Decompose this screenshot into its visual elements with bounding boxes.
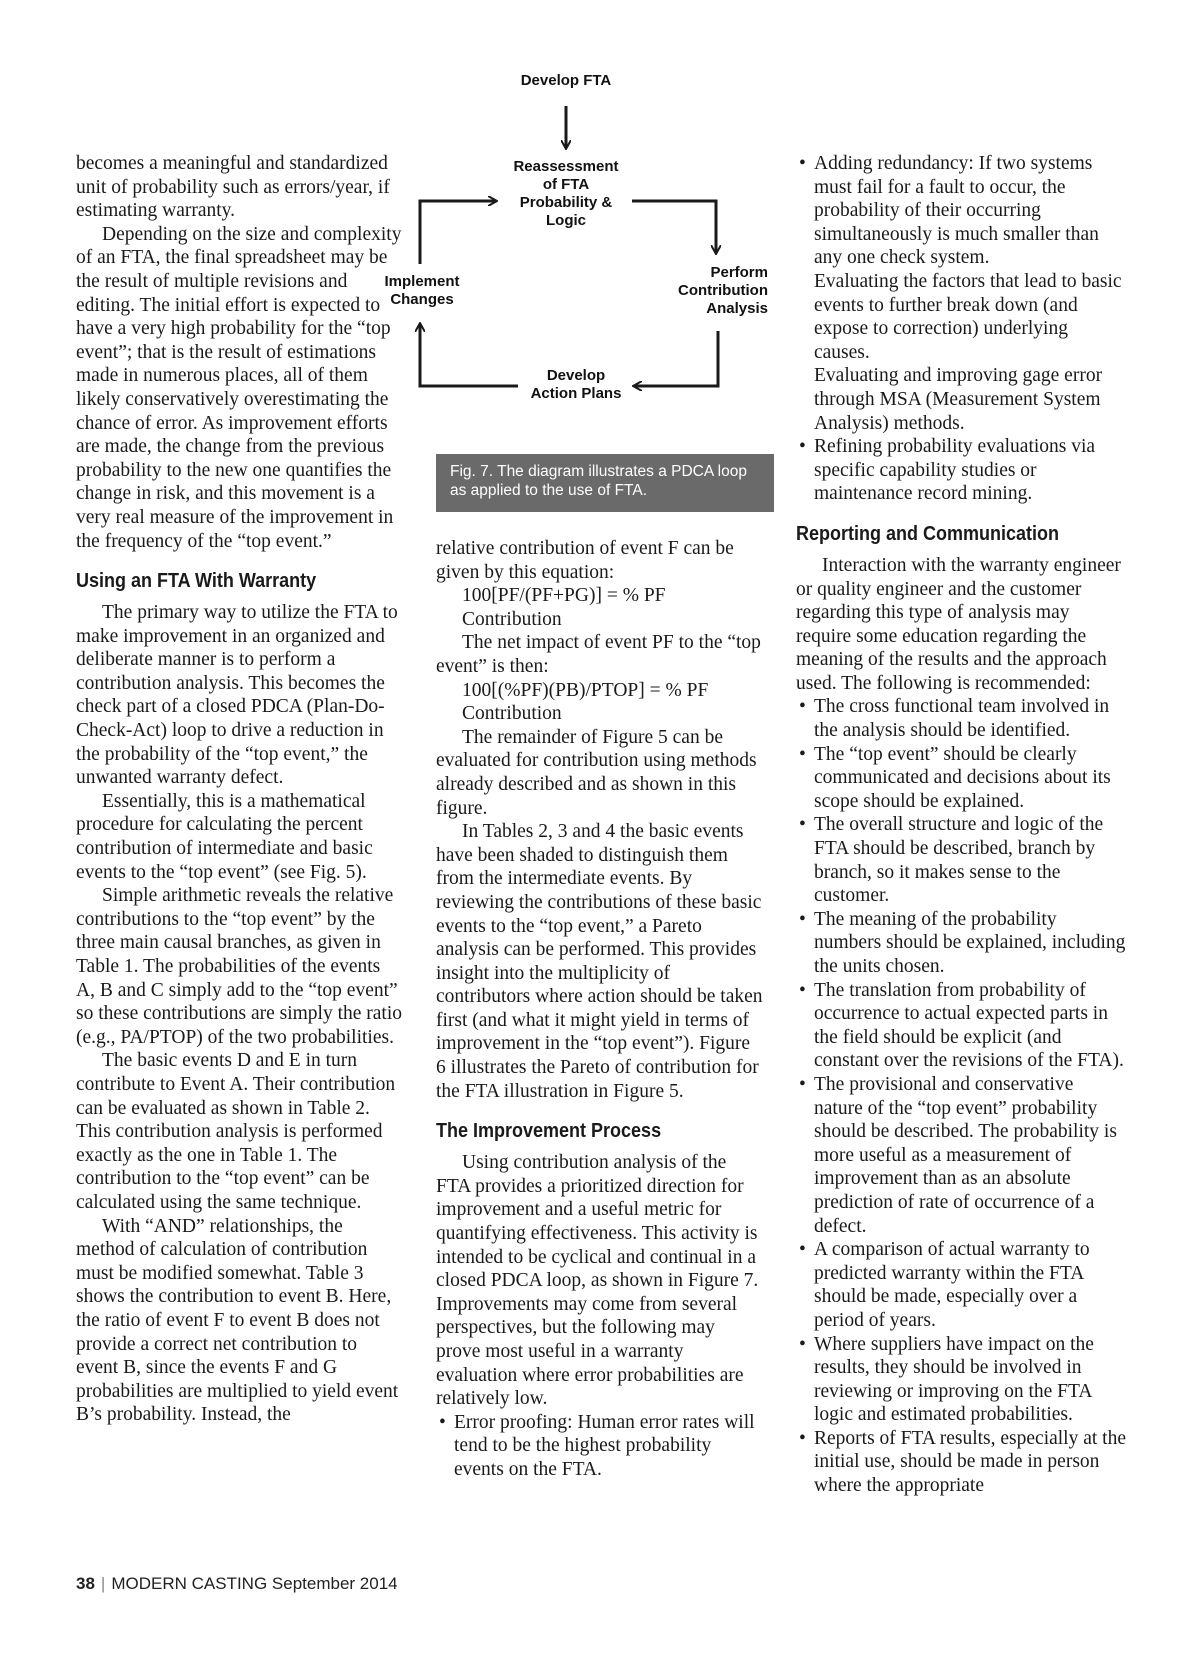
paragraph: relative contribution of event F can be given by this equation: <box>436 538 734 583</box>
bullet-list <box>796 152 1126 506</box>
node-perform-line1: Perform <box>710 264 768 281</box>
paragraph: The basic events D and E in turn contribute to Event A. Their contribution can be evaluated as shown in Table 2. This contribution analysis is performed exactly as the one in Table 1. The contribution to the “top event” can be calculated using the same technique. <box>76 1050 396 1213</box>
paragraph: The primary way to utilize the FTA to make improvement in an organized and deliberate manner is to perform a contribution analysis. This becomes the check part of a closed PDCA (Plan-Do-Check-Act) loop to drive a reduction in the probability of the “top event,” the unwanted warranty defect. <box>76 602 398 789</box>
node-reassessment-line2: of FTA <box>542 176 590 193</box>
paragraph: becomes a meaningful and standardized unit of probability such as errors/year, if estimating warranty. <box>76 153 390 222</box>
arrow-reassess-to-perform <box>632 201 716 253</box>
figure-caption <box>436 454 774 512</box>
bullet-list <box>796 695 1126 1497</box>
section-heading-reporting: Reporting and Communication <box>796 522 1059 545</box>
paragraph: The net impact of event PF to the “top event” is then: <box>436 632 761 677</box>
list-item: • The provisional and conservative nature of the “top event” probability should be described. The probability is more useful as a measurement of improvement than as an absolute prediction of rate of occurrence of a defect. <box>796 1073 1126 1238</box>
node-action-plans <box>516 367 636 403</box>
paragraph: The remainder of Figure 5 can be evaluated for contribution using methods already described and as shown in this figure. <box>436 726 757 819</box>
arrow-implement-to-reassess <box>420 201 496 264</box>
issue-date: September 2014 <box>271 1574 398 1593</box>
list-item: • Refining probability evaluations via specific capability studies or maintenance record mining. <box>796 435 1126 506</box>
arrow-action-to-implement <box>420 324 518 386</box>
list-item: • Where suppliers have impact on the results, they should be involved in reviewing or improving on the FTA logic and estimated probabilities. <box>796 1333 1126 1427</box>
paragraph: Interaction with the warranty engineer or quality engineer and the customer regarding this type of analysis may require some education regarding the meaning of the results and the approach used. The following is recommended: <box>796 554 1121 694</box>
page-number: 38 <box>76 1574 95 1593</box>
list-item: • The meaning of the probability numbers should be explained, including the units chosen. <box>796 908 1126 979</box>
node-perform-line2: Contribution <box>678 282 768 299</box>
bullet-list <box>436 1411 764 1482</box>
node-develop-fta <box>508 72 624 90</box>
equation-1: 100[PF/(PF+PG)] = % PF Contribution <box>462 585 666 630</box>
node-reassessment-line3: Probability & <box>519 194 613 211</box>
list-item: • Adding redundancy: If two systems must fail for a fault to occur, the probability of their occurring simultaneously is much smaller than any one check system. <box>796 152 1126 270</box>
list-item: • The translation from probability of occurrence to actual expected parts in the field should be explicit (and constant over the revisions of the FTA). <box>796 979 1126 1073</box>
node-perform-contribution <box>664 264 768 318</box>
paragraph: Using contribution analysis of the FTA provides a prioritized direction for improvement and a useful metric for quantifying effectiveness. This activity is intended to be cyclical and continual in a closed PDCA loop, as shown in Figure 7. Improvements may come from several perspectives, but the following may prove most useful in a warranty evaluation where error probabilities are relatively low. <box>436 1152 759 1410</box>
right-column <box>796 152 1126 1498</box>
paragraph: Essentially, this is a mathematical procedure for calculating the percent contribution of intermediate and basic events to the “top event” (see Fig. 5). <box>76 790 373 883</box>
arrow-perform-to-action <box>634 331 718 386</box>
list-item: Evaluating and improving gage error through MSA (Measurement System Analysis) methods. <box>814 365 1103 434</box>
footer-separator: | <box>100 1574 106 1593</box>
paragraph: Simple arithmetic reveals the relative contributions to the “top event” by the three main causal branches, as given in Table 1. The probabilities of the events A, B and C simply add to the “top event” so these contributions are simply the ratio (e.g., PA/PTOP) of the two probabilities. <box>76 885 403 1048</box>
list-item: • Reports of FTA results, especially at the initial use, should be made in person where the appropriate <box>796 1427 1126 1498</box>
paragraph: Depending on the size and complexity of an FTA, the final spreadsheet may be the result of multiple revisions and editing. The initial effort is expected to have a very high probability for the “top event”; that is the result of estimations made in numerous places, all of them likely conservatively overestimating the chance of error. As improvement efforts are made, the change from the previous probability to the new one quantifies the change in risk, and this movement is a very real measure of the improvement in the frequency of the “top event.” <box>76 223 402 552</box>
node-implement-line1: Implement <box>384 273 460 290</box>
node-perform-line3: Analysis <box>706 300 768 317</box>
section-heading-improvement: The Improvement Process <box>436 1120 662 1143</box>
node-reassessment <box>500 158 632 230</box>
list-item: • A comparison of actual warranty to predicted warranty within the FTA should be made, especially over a period of years. <box>796 1238 1126 1332</box>
figure-caption-line1: Fig. 7. The diagram illustrates a PDCA loop <box>450 463 747 480</box>
node-reassessment-line1: Reassessment <box>513 158 619 175</box>
left-column <box>76 152 402 1427</box>
list-item: • The cross functional team involved in the analysis should be identified. <box>796 695 1126 742</box>
pdca-figure <box>384 68 816 512</box>
node-implement-line2: Changes <box>390 291 454 308</box>
node-action-line2: Action Plans <box>530 385 622 402</box>
paragraph: With “AND” relationships, the method of calculation of contribution must be modified somewhat. Table 3 shows the contribution to event B. Here, the ratio of event F to event B does not provide a correct net contribution to event B, since the events F and G probabilities are multiplied to yield event B’s probability. Instead, the <box>76 1215 399 1426</box>
figure-caption-line2: as applied to the use of FTA. <box>450 482 648 499</box>
page-footer <box>76 1574 398 1594</box>
list-item: • The overall structure and logic of the FTA should be described, branch by branch, so it makes sense to the customer. <box>796 813 1126 907</box>
node-reassessment-line4: Logic <box>546 212 586 229</box>
node-action-line1: Develop <box>546 367 606 384</box>
paragraph: In Tables 2, 3 and 4 the basic events have been shaded to distinguish them from the intermediate events. By reviewing the contributions of these basic events to the “top event,” a Pareto analysis can be performed. This provides insight into the multiplicity of contributors where action should be taken first (and what it might yield in terms of improvement in the “top event”). Figure 6 illustrates the Pareto of contribution for the FTA illustration in Figure 5. <box>436 821 763 1102</box>
publication-name: MODERN CASTING <box>111 1574 268 1593</box>
list-item: • Error proofing: Human error rates will tend to be the highest probability events on the FTA. <box>436 1411 764 1482</box>
list-item: • The “top event” should be clearly communicated and decisions about its scope should be explained. <box>796 743 1126 814</box>
node-develop-fta-label: Develop FTA <box>520 72 612 89</box>
section-heading-using-fta: Using an FTA With Warranty <box>76 570 317 593</box>
middle-column <box>436 537 764 1482</box>
equation-2: 100[(%PF)(PB)/PTOP] = % PF Contribution <box>462 679 709 725</box>
list-item: Evaluating the factors that lead to basic events to further break down (and expose to correction) underlying causes. <box>814 270 1122 363</box>
